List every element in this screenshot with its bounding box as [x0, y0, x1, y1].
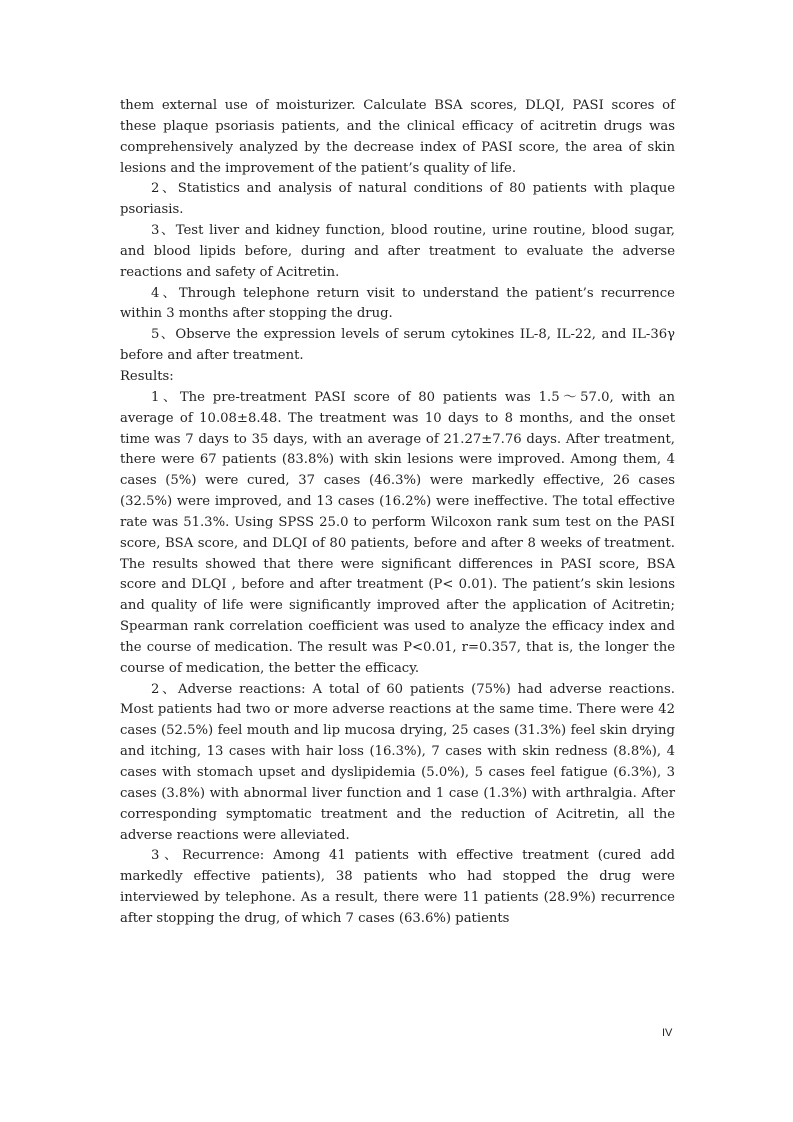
paragraph-result-1: 1、The pre-treatment PASI score of 80 patients was 1.5～57.0, with an average of 10.08±8.48. The treatment was 10 days to 8 months, and the onset time was 7 days to 35 days, with an average of 21.27±7.76 days. After treatment, there were 67 patients (83.8%) with skin lesions were improved. Among them, 4 cases (5%) were cured, 37 cases (46.3%) were markedly effective, 26 cases (32.5%) were improved, and 13 cases (16.2%) were ineffective. The total effective rate was 51.3%. Using SPSS 25.0 to perform Wilcoxon rank sum test on the PASI score, BSA score, and DLQI of 80 patients, before and after 8 weeks of treatment. The results showed that there were significant differences in PASI score, BSA score and DLQI , before and after treatment (P< 0.01). The patient’s skin lesions and quality of life were significantly improved after the application of Acitretin; Spearman rank correlation coefficient was used to analyze the efficacy index and the course of medication. The result was P<0.01, r=0.357, that is, the longer the course of medication, the better the efficacy.	[120, 389, 675, 676]
paragraph-method-3: 3、Test liver and kidney function, blood routine, urine routine, blood sugar, and blood lipids before, during and after treatment to evaluate the adverse reactions and safety of Acitretin.	[120, 223, 675, 280]
paragraph-method-2: 2、Statistics and analysis of natural conditions of 80 patients with plaque psoriasis.	[120, 181, 675, 218]
paragraph-method-5: 5、Observe the expression levels of serum cytokines IL-8, IL-22, and IL-36γ before and after treatment.	[120, 327, 675, 364]
paragraph-result-2: 2、Adverse reactions: A total of 60 patients (75%) had adverse reactions. Most patients had two or more adverse reactions at the same time. There were 42 cases (52.5%) feel mouth and lip mucosa drying, 25 cases (31.3%) feel skin drying and itching, 13 cases with hair loss (16.3%), 7 cases with skin redness (8.8%), 4 cases with stomach upset and dyslipidemia (5.0%), 5 cases feel fatigue (6.3%), 3 cases (3.8%) with abnormal liver function and 1 case (1.3%) with arthralgia. After corresponding symptomatic treatment and the reduction of Acitretin, all the adverse reactions were alleviated.	[120, 681, 675, 843]
document-body	[120, 96, 675, 930]
paragraph-method-4: 4、Through telephone return visit to understand the patient’s recurrence within 3 months after stopping the drug.	[120, 285, 675, 322]
results-heading: Results:	[120, 368, 174, 384]
page-number: IV	[662, 1027, 673, 1039]
paragraph-methods-continued: them external use of moisturizer. Calculate BSA scores, DLQI, PASI scores of these plaque psoriasis patients, and the clinical efficacy of acitretin drugs was comprehensively analyzed by the decrease index of PASI score, the area of skin lesions and the improvement of the patient’s quality of life.	[120, 98, 675, 176]
paragraph-result-3: 3、Recurrence: Among 41 patients with effective treatment (cured add markedly effective patients), 38 patients who had stopped the drug were interviewed by telephone. As a result, there were 11 patients (28.9%) recurrence after stopping the drug, of which 7 cases (63.6%) patients	[120, 848, 675, 926]
